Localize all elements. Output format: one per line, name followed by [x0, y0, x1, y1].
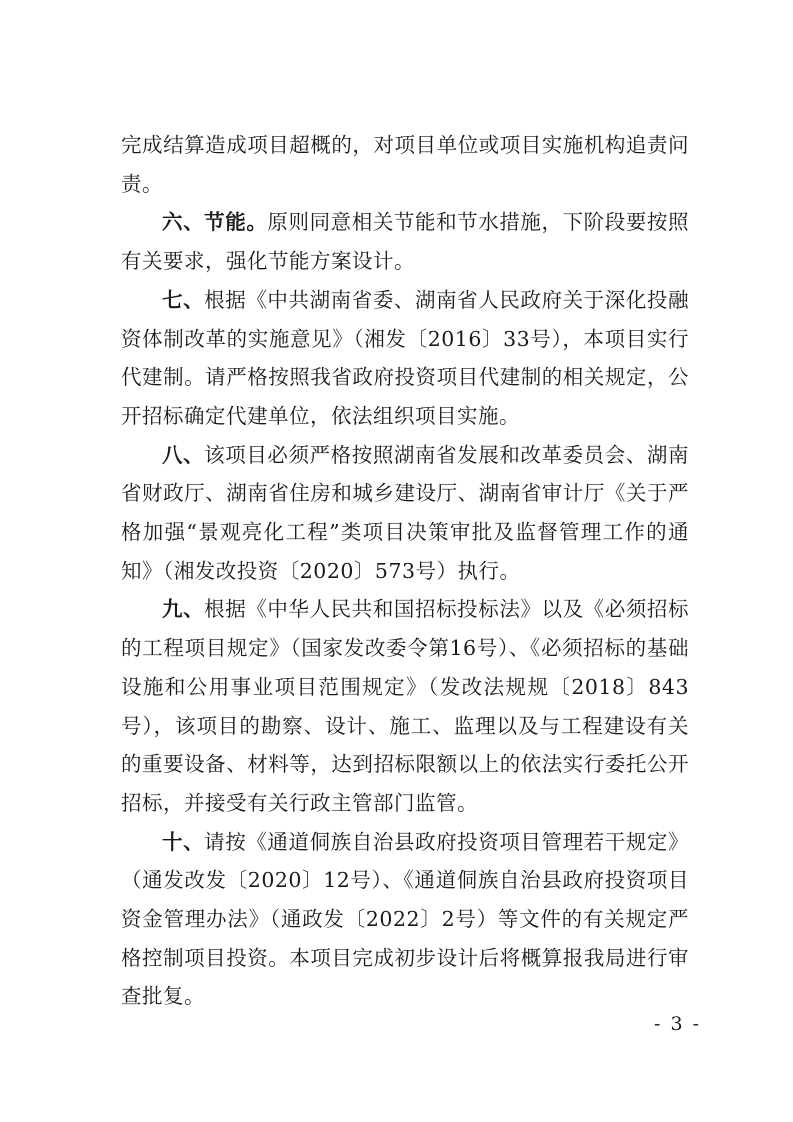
page-number: - 3 - [653, 1013, 701, 1035]
paragraph-item-9 [121, 590, 689, 822]
paragraph-energy-saving [121, 203, 689, 280]
paragraph-item-7 [121, 281, 689, 436]
paragraph-text: 原则同意相关节能和节水措施，下阶段要按照有关要求，强化节能方案设计。 [121, 210, 690, 274]
paragraph-text: 请按《通道侗族自治县政府投资项目管理若干规定》（通发改发〔2020〕12号）、《通道侗族自治县政府投资项目资金管理办法》（通政发〔2022〕2号）等文件的有关规定严格控制项目投资。本项目完成初步设计后将概算报我局进行审查批复。 [121, 829, 690, 1009]
paragraph-text: 根据《中共湖南省委、湖南省人民政府关于深化投融资体制改革的实施意见》（湘发〔2016〕33号），本项目实行代建制。请严格按照我省政府投资项目代建制的相关规定，公开招标确定代建单位，依法组织项目实施。 [121, 287, 690, 428]
paragraph-item-10 [121, 823, 689, 1017]
paragraph-text: 完成结算造成项目超概的，对项目单位或项目实施机构追责问责。 [121, 133, 689, 196]
paragraph-heading: 十、 [162, 829, 205, 854]
paragraph-text: 根据《中华人民共和国招标投标法》以及《必须招标的工程项目规定》（国家发改委令第16号）、《必须招标的基础设施和公用事业项目范围规定》（发改法规规〔2018〕843号），该项目的勘察、设计、施工、监理以及与工程建设有关的重要设备、材料等，达到招标限额以上的依法实行委托公开招标，并接受有关行政主管部门监管。 [121, 597, 690, 815]
paragraph-heading: 九、 [162, 597, 205, 622]
paragraph-heading: 七、 [162, 287, 205, 312]
paragraph-heading: 六、节能。 [162, 210, 268, 235]
paragraph-item-8 [121, 436, 689, 591]
paragraph-heading: 八、 [162, 442, 205, 467]
document-body [121, 126, 689, 1016]
paragraph-continued [121, 126, 689, 203]
paragraph-text: 该项目必须严格按照湖南省发展和改革委员会、湖南省财政厅、湖南省住房和城乡建设厅、湖南省审计厅《关于严格加强“景观亮化工程”类项目决策审批及监督管理工作的通知》（湘发改投资〔2020〕573号）执行。 [121, 442, 690, 583]
